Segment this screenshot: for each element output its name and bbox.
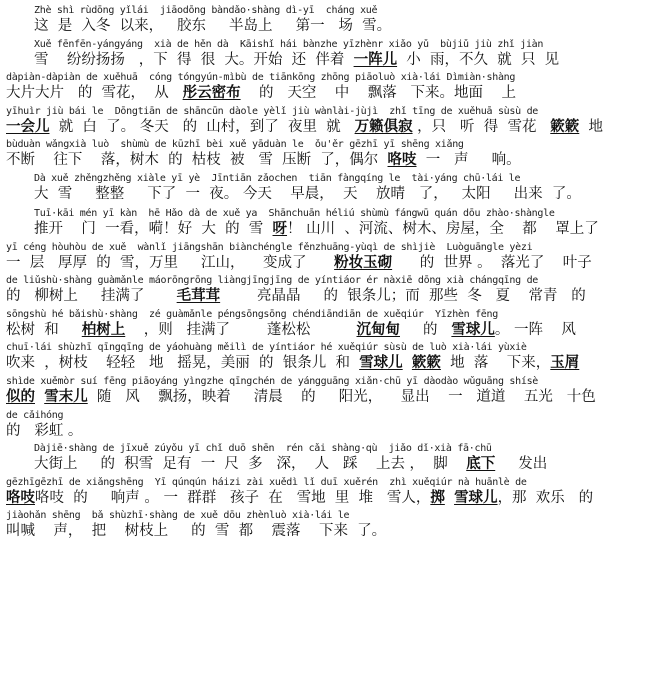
- text-line-pair: [6, 207, 647, 241]
- hanzi-line: 这 是 入冬 以来， 胶东 半岛上 第一 场 雪。: [34, 18, 392, 34]
- text-line-pair: [6, 409, 647, 443]
- hanzi-line: 大片大片 的 雪花， 从 彤云密布 的 天空 中 飘落 下来。地面 上: [6, 85, 516, 102]
- hanzi-line: 吹来 ，树枝 轻轻 地 摇晃，美丽 的 银条儿 和 雪球儿 簌簌 地 落 下来，玉屑: [6, 355, 580, 372]
- vocab-word: 簌簌: [550, 118, 580, 135]
- vocab-word: 呀: [272, 220, 288, 237]
- hanzi-line: 大 雪 整整 下了 一 夜。 今天 早晨， 天 放晴 了， 太阳 出来 了。: [34, 185, 581, 202]
- hanzi-line: 的 彩虹 。: [6, 422, 83, 439]
- text-line-pair: [6, 509, 647, 543]
- pinyin-line: yīhuìr jiù bái le Dōngtiān de shāncūn dàole yèlǐ jiù wànlài-jùjì zhǐ tīng de xuěhuā sùsù de: [6, 105, 539, 117]
- pinyin-line: Xuě fēnfēn-yángyáng xià de hěn dà Kāishǐ hái bànzhe yīzhènr xiǎo yǔ bùjiǔ jiù zhǐ jiàn: [34, 38, 544, 50]
- vocab-word: 似的: [6, 388, 35, 405]
- pinyin-line: shìde xuěmòr suí fēng piāoyáng yìngzhe qīngchén de yángguāng xiǎn·chū yī dàodào wǔguāng shísè: [6, 375, 539, 387]
- hanzi-line: 不断 往下 落，树木 的 枯枝 被 雪 压断 了，偶尔 咯吱 一 声 响。: [6, 152, 521, 169]
- pinyin-line: dàpiàn-dàpiàn de xuěhuā cóng tóngyún-mìbù de tiānkōng zhōng piāoluò xià·lái Dìmiàn·shàng: [6, 72, 516, 84]
- pinyin-line: Dà xuě zhěngzhěng xiàle yī yè Jīntiān zǎochen tiān fàngqíng le tài·yáng chū·lái le: [34, 172, 521, 184]
- hanzi-line: 松树 和 柏树上 ，则 挂满了 蓬松松 沉甸甸 的 雪球儿。 一阵 风: [6, 321, 576, 338]
- pinyin-line: jiàohǎn shēng bǎ shùzhī·shàng de xuě dōu zhènluò xià·lái le: [6, 510, 350, 522]
- pinyin-line: gēzhīgēzhī de xiǎngshēng Yī qúnqún háizi zài xuědì lǐ duī xuěrén zhì xuěqiúr nà huānlè de: [6, 476, 527, 488]
- pinyin-line: de cǎihóng: [6, 409, 64, 421]
- vocab-word: 玉屑: [550, 355, 580, 372]
- pinyin-line: chuī·lái shùzhī qīngqīng de yáohuàng měilì de yíntiáor hé xuěqiúr sùsù de luò xià·lái yùxiè: [6, 342, 527, 354]
- vocab-word: 沉甸甸: [356, 321, 400, 338]
- hanzi-line: 雪 纷纷扬扬 ，下 得 很 大。开始 还 伴着 一阵儿 小 雨，不久 就 只 见: [34, 51, 560, 68]
- text-line-pair: [6, 172, 647, 207]
- text-line-pair: [6, 308, 647, 342]
- hanzi-line: 咯吱咯吱 的 响声 。 一 群群 孩子 在 雪地 里 堆 雪人，掷 雪球儿，那 欢乐 的: [6, 489, 594, 506]
- vocab-word: 雪末儿: [44, 388, 88, 405]
- vocab-word: 底下: [466, 456, 496, 473]
- hanzi-line: 推开 门 一看，嗬！好 大 的 雪 呀！ 山川 、河流、树木、房屋，全 都 罩上了: [34, 220, 599, 237]
- vocab-word: 彤云密布: [182, 85, 241, 102]
- pinyin-line: Tuī·kāi mén yī kàn hē Hǎo dà de xuě ya Shānchuān héliú shùmù fángwū quán dōu zhào·shàngle: [34, 207, 555, 219]
- vocab-word: 簌簌: [411, 355, 441, 372]
- hanzi-line: 叫喊 声， 把 树枝上 的 雪 都 震落 下来 了。: [6, 523, 387, 540]
- text-line-pair: [6, 274, 647, 308]
- text-line-pair: [6, 71, 647, 105]
- text-line-pair: [6, 241, 647, 275]
- pinyin-line: sōngshù hé bǎishù·shàng zé guàmǎnle péngsōngsōng chéndiāndiān de xuěqiúr Yīzhèn fēng: [6, 308, 498, 320]
- pinyin-line: bùduàn wǎngxià luò shùmù de kūzhī bèi xuě yāduàn le ǒu'ěr gēzhī yī shēng xiǎng: [6, 139, 464, 151]
- text-line-pair: [6, 4, 647, 38]
- text-line-pair: [6, 375, 647, 409]
- pinyin-line: Dàjiē·shàng de jīxuě zúyǒu yī chǐ duō shēn rén cǎi shàng·qù jiǎo dǐ·xià fā·chū: [34, 443, 492, 455]
- vocab-word: 万籁俱寂: [354, 118, 413, 135]
- vocab-word: 雪球儿: [451, 321, 495, 338]
- pinyin-line: Zhè shì rùdōng yǐlái jiāodōng bàndǎo·shàng dì-yī cháng xuě: [34, 5, 378, 16]
- pinyin-line: yī céng hòuhòu de xuě wànlǐ jiāngshān biànchéngle fěnzhuāng-yùqì de shìjiè Luòguāngle yèzi: [6, 241, 533, 253]
- vocab-word: 一阵儿: [353, 51, 398, 68]
- vocab-word: 咯吱: [387, 152, 417, 169]
- text-line-pair: [6, 38, 647, 72]
- text-line-pair: [6, 442, 647, 476]
- vocab-word: 一会儿: [6, 118, 50, 135]
- vocab-word: 掷: [430, 489, 445, 506]
- hanzi-line: 似的 雪末儿 随 风 飘扬，映着 清晨 的 阳光， 显出 一 道道 五光 十色: [6, 388, 596, 405]
- vocab-word: 雪球儿: [359, 355, 403, 372]
- vocab-word: 咯吱: [6, 489, 35, 506]
- text-line-pair: [6, 105, 647, 139]
- pinyin-line: de liǔshù·shàng guàmǎnle máorōngrōng liàngjīngjīng de yíntiáor ér nàxiē dōng xià chángqīng de: [6, 275, 539, 287]
- hanzi-line: 大街上 的 积雪 足有 一 尺 多 深， 人 踩 上去 ， 脚 底下 发出: [34, 456, 548, 473]
- vocab-word: 柏树上: [81, 321, 126, 338]
- hanzi-line: 的 柳树上 挂满了 毛茸茸 亮晶晶 的 银条儿；而 那些 冬 夏 常青 的: [6, 288, 586, 305]
- text-line-pair: [6, 476, 647, 510]
- vocab-word: 毛茸茸: [176, 288, 221, 305]
- text-line-pair: [6, 341, 647, 375]
- vocab-word: 雪球儿: [454, 489, 498, 506]
- pinyin-document: [6, 4, 647, 543]
- text-line-pair: [6, 138, 647, 172]
- hanzi-line: 一会儿 就 白 了。 冬天 的 山村，到了 夜里 就 万籁俱寂 ，只 听 得 雪花 簌簌 地: [6, 118, 603, 135]
- vocab-word: 粉妆玉砌: [334, 254, 393, 271]
- hanzi-line: 一 层 厚厚 的 雪，万里 江山， 变成了 粉妆玉砌 的 世界 。 落光了 叶子: [6, 254, 592, 271]
